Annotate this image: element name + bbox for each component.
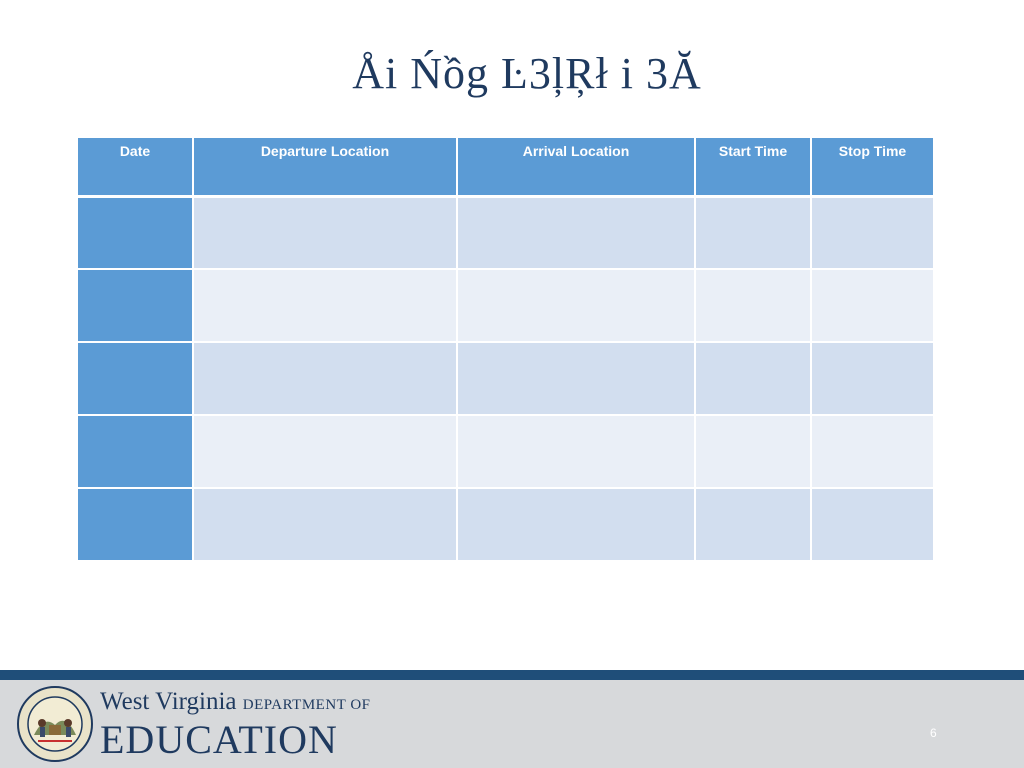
- stop-time-cell[interactable]: [811, 415, 934, 488]
- departure-cell[interactable]: [193, 342, 457, 415]
- table-row: [78, 342, 934, 415]
- state-seal-icon: [16, 685, 94, 763]
- header-date: Date: [78, 138, 193, 196]
- stop-time-cell[interactable]: [811, 196, 934, 269]
- departure-cell[interactable]: [193, 415, 457, 488]
- arrival-cell[interactable]: [457, 196, 695, 269]
- page-number: 6: [930, 726, 937, 740]
- start-time-cell[interactable]: [695, 488, 811, 561]
- date-cell[interactable]: [78, 196, 193, 269]
- departure-cell[interactable]: [193, 488, 457, 561]
- start-time-cell[interactable]: [695, 415, 811, 488]
- start-time-cell[interactable]: [695, 342, 811, 415]
- arrival-cell[interactable]: [457, 415, 695, 488]
- table-row: [78, 415, 934, 488]
- logo-department: DEPARTMENT OF: [242, 697, 371, 713]
- stop-time-cell[interactable]: [811, 488, 934, 561]
- header-arrival-location: Arrival Location: [457, 138, 695, 196]
- logo-state-name: West Virginia: [100, 688, 237, 715]
- wv-education-logo: [100, 688, 371, 761]
- date-cell[interactable]: [78, 342, 193, 415]
- stop-time-cell[interactable]: [811, 342, 934, 415]
- footer-accent-bar: [0, 670, 1024, 680]
- header-start-time: Start Time: [695, 138, 811, 196]
- date-cell[interactable]: [78, 488, 193, 561]
- slide-title: Åi Ńồg Ŀ3ļŖł i 3Ă: [352, 49, 702, 98]
- arrival-cell[interactable]: [457, 342, 695, 415]
- logo-education: EDUCATION: [100, 717, 338, 762]
- table-row: [78, 269, 934, 342]
- table-header-row: [78, 138, 934, 196]
- date-cell[interactable]: [78, 415, 193, 488]
- table-row: [78, 488, 934, 561]
- logo-line-1: [100, 688, 371, 719]
- start-time-cell[interactable]: [695, 196, 811, 269]
- arrival-cell[interactable]: [457, 269, 695, 342]
- table-row: [78, 196, 934, 269]
- trip-log-table: [78, 138, 935, 562]
- departure-cell[interactable]: [193, 269, 457, 342]
- stop-time-cell[interactable]: [811, 269, 934, 342]
- arrival-cell[interactable]: [457, 488, 695, 561]
- header-stop-time: Stop Time: [811, 138, 934, 196]
- departure-cell[interactable]: [193, 196, 457, 269]
- header-departure-location: Departure Location: [193, 138, 457, 196]
- start-time-cell[interactable]: [695, 269, 811, 342]
- date-cell[interactable]: [78, 269, 193, 342]
